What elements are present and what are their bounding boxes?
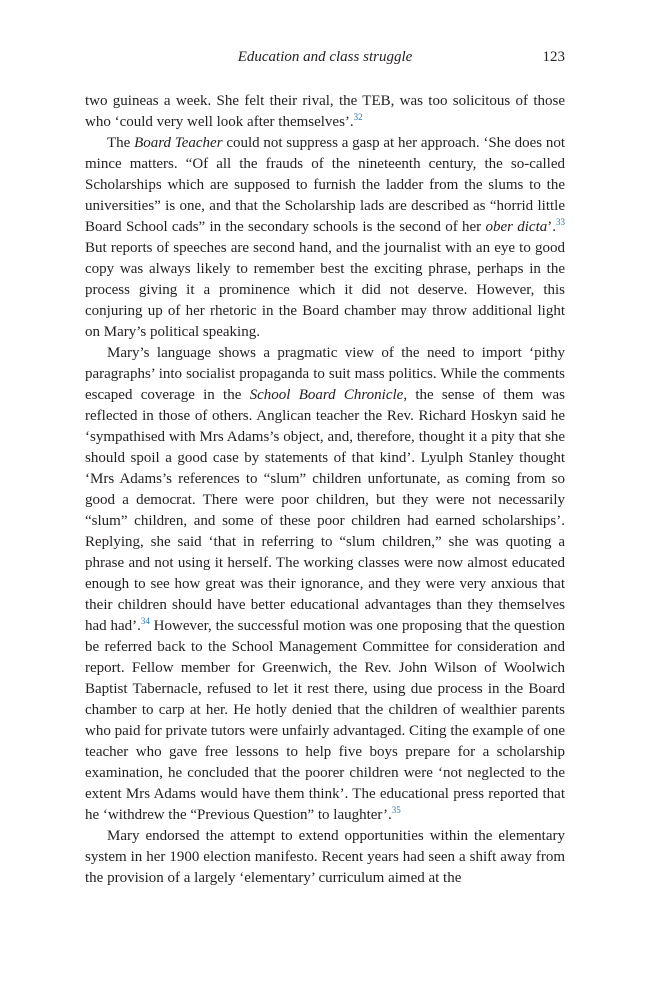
footnote-reference: 35 xyxy=(391,805,401,815)
page-number: 123 xyxy=(542,49,565,65)
paragraph xyxy=(85,343,565,826)
footnote-reference: 33 xyxy=(556,217,565,227)
italic-text: Board Teacher xyxy=(134,135,223,151)
italic-text: School Board Chronicle xyxy=(249,387,404,403)
paragraph xyxy=(85,826,565,889)
text-run: , the sense of them was reflected in those of others. Anglican teacher the Rev. Richard Hoskyn said he ‘sympathised with Mrs Adams’s object, and, therefore, thought it a pity that she should spoil a good case by statements of that kind’. Lyulph Stanley thought ‘Mrs Adams’s references to “slum” children unfortunate, as coming from so good a democrat. There were poor children, but they were not necessarily “slum” children, and some of these poor children had earned scholarships’. Replying, she said ‘that in referring to “slum children,” she was quoting a phrase and not using it herself. The working classes were now almost educated enough to see how great was their ignorance, and they were very anxious that their children should have better educational advantages than they themselves had had’. xyxy=(85,387,565,634)
text-run: Mary’s language shows a pragmatic view of the need to import ‘pithy paragraphs’ into socialist propaganda to suit mass politics. While the comments escaped coverage in the xyxy=(85,345,565,403)
text-run: Mary endorsed the attempt to extend opportunities within the elementary system in her 1900 election manifesto. Recent years had seen a shift away from the provision of a largely ‘elementary’ curriculum aimed at the xyxy=(85,828,565,886)
running-header-title: Education and class struggle xyxy=(237,49,413,65)
text-run: But reports of speeches are second hand, and the journalist with an eye to good copy was always likely to remember best the exciting phrase, perhaps in the process giving it a prominence which it did not deserve. However, this conjuring up of her rhetoric in the Board chamber may throw additional light on Mary’s political speaking. xyxy=(85,240,565,340)
page-body xyxy=(85,91,565,889)
italic-text: ober dicta xyxy=(485,219,548,235)
footnote-reference: 32 xyxy=(353,112,363,122)
paragraph xyxy=(85,91,565,133)
text-run: two guineas a week. She felt their rival, the TEB, was too solicitous of those who ‘could very well look after themselves’. xyxy=(85,93,565,130)
text-run: The xyxy=(107,135,135,151)
running-header xyxy=(85,48,565,67)
text-run: could not suppress a gasp at her approach. ‘She does not mince matters. “Of all the frauds of the nineteenth century, the so-called Scholarships which are supposed to furnish the ladder from the slums to the universities” is one, and that the Scholarship lads are described as “horrid little Board School cads” in the secondary schools is the second of her xyxy=(85,135,565,235)
text-run: ’. xyxy=(547,219,556,235)
paragraph xyxy=(85,133,565,343)
footnote-reference: 34 xyxy=(140,616,150,626)
text-run: However, the successful motion was one proposing that the question be referred back to the School Management Committee for consideration and report. Fellow member for Greenwich, the Rev. John Wilson of Woolwich Baptist Tabernacle, refused to let it rest there, using due process in the Board chamber to carp at her. He hotly denied that the children of wealthier parents who paid for private tutors were unfairly advantaged. Citing the example of one teacher who gave free lessons to help five boys prepare for a scholarship examination, he concluded that the poorer children were ‘not neglected to the extent Mrs Adams would have them think’. The educational press reported that he ‘withdrew the “Previous Question” to laughter’. xyxy=(85,618,566,823)
